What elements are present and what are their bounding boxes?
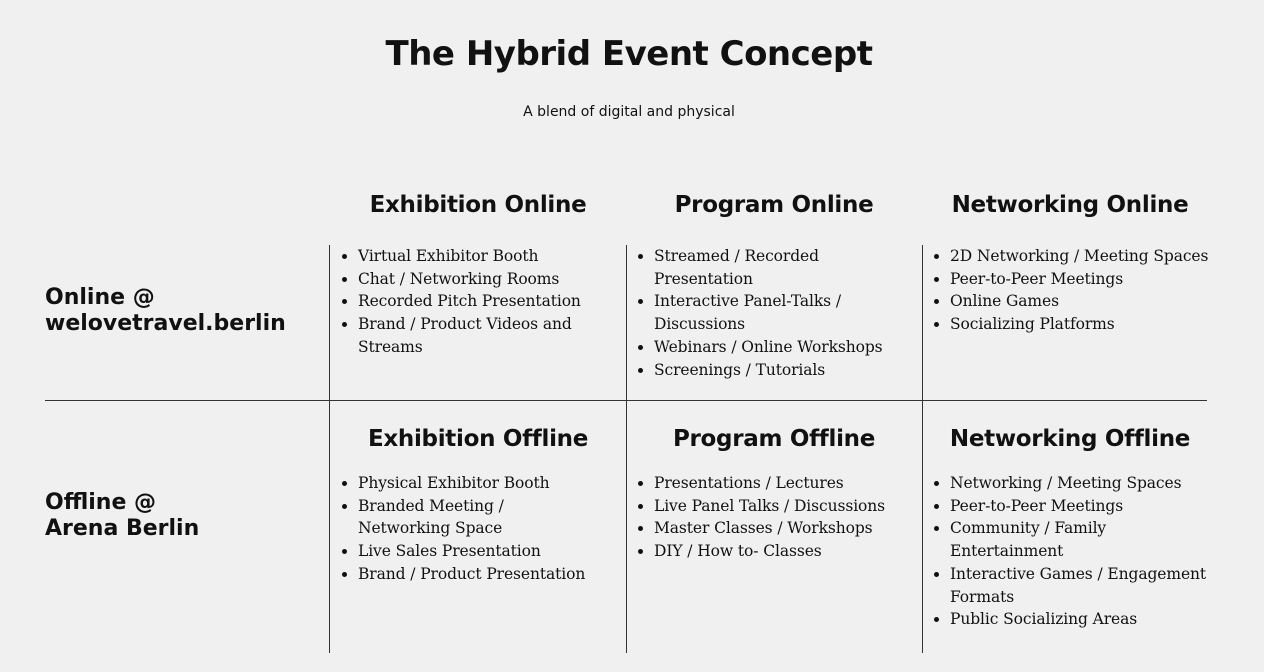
heading-exhibition-offline: Exhibition Offline bbox=[367, 426, 589, 452]
row-label-offline-line2: Arena Berlin bbox=[45, 516, 200, 541]
list-item: Socializing Platforms bbox=[934, 313, 1214, 336]
list-networking-offline bbox=[934, 472, 1209, 631]
list-item: Networking / Meeting Spaces bbox=[934, 472, 1209, 495]
list-exhibition-offline bbox=[342, 472, 592, 586]
row-label-online-line1: Online @ bbox=[45, 285, 155, 310]
list-item: Chat / Networking Rooms bbox=[342, 268, 620, 291]
list-item: Interactive Panel-Talks / Discussions bbox=[638, 290, 913, 335]
list-item: Community / Family Entertainment bbox=[934, 517, 1209, 562]
list-item: Interactive Games / Engagement Formats bbox=[934, 563, 1209, 608]
list-item: Public Socializing Areas bbox=[934, 608, 1209, 631]
list-program-offline bbox=[638, 472, 913, 563]
heading-networking-online: Networking Online bbox=[951, 192, 1189, 218]
list-item: 2D Networking / Meeting Spaces bbox=[934, 245, 1214, 268]
heading-networking-offline: Networking Offline bbox=[949, 426, 1191, 452]
list-item: Streamed / Recorded Presentation bbox=[638, 245, 913, 290]
list-item: Peer-to-Peer Meetings bbox=[934, 495, 1209, 518]
page-title: The Hybrid Event Concept bbox=[385, 34, 873, 74]
row-label-online-line2: welovetravel.berlin bbox=[45, 311, 286, 336]
row-label-offline bbox=[45, 490, 315, 542]
list-item: Live Panel Talks / Discussions bbox=[638, 495, 913, 518]
list-item: Recorded Pitch Presentation bbox=[342, 290, 620, 313]
list-networking-online bbox=[934, 245, 1214, 336]
list-item: Virtual Exhibitor Booth bbox=[342, 245, 620, 268]
list-item: Screenings / Tutorials bbox=[638, 359, 913, 382]
list-item: Webinars / Online Workshops bbox=[638, 336, 913, 359]
list-item: DIY / How to- Classes bbox=[638, 540, 913, 563]
list-item: Peer-to-Peer Meetings bbox=[934, 268, 1214, 291]
row-label-online bbox=[45, 285, 315, 337]
list-item: Branded Meeting / Networking Space bbox=[342, 495, 592, 540]
heading-exhibition-online: Exhibition Online bbox=[369, 192, 587, 218]
list-item: Physical Exhibitor Booth bbox=[342, 472, 592, 495]
list-item: Online Games bbox=[934, 290, 1214, 313]
list-item: Brand / Product Videos and Streams bbox=[342, 313, 620, 358]
heading-program-offline: Program Offline bbox=[672, 426, 876, 452]
page-subtitle: A blend of digital and physical bbox=[523, 104, 735, 120]
list-item: Master Classes / Workshops bbox=[638, 517, 913, 540]
list-program-online bbox=[638, 245, 913, 381]
list-item: Presentations / Lectures bbox=[638, 472, 913, 495]
list-item: Live Sales Presentation bbox=[342, 540, 592, 563]
heading-program-online: Program Online bbox=[674, 192, 874, 218]
list-item: Brand / Product Presentation bbox=[342, 563, 592, 586]
row-label-offline-line1: Offline @ bbox=[45, 490, 157, 515]
list-exhibition-online bbox=[342, 245, 620, 359]
